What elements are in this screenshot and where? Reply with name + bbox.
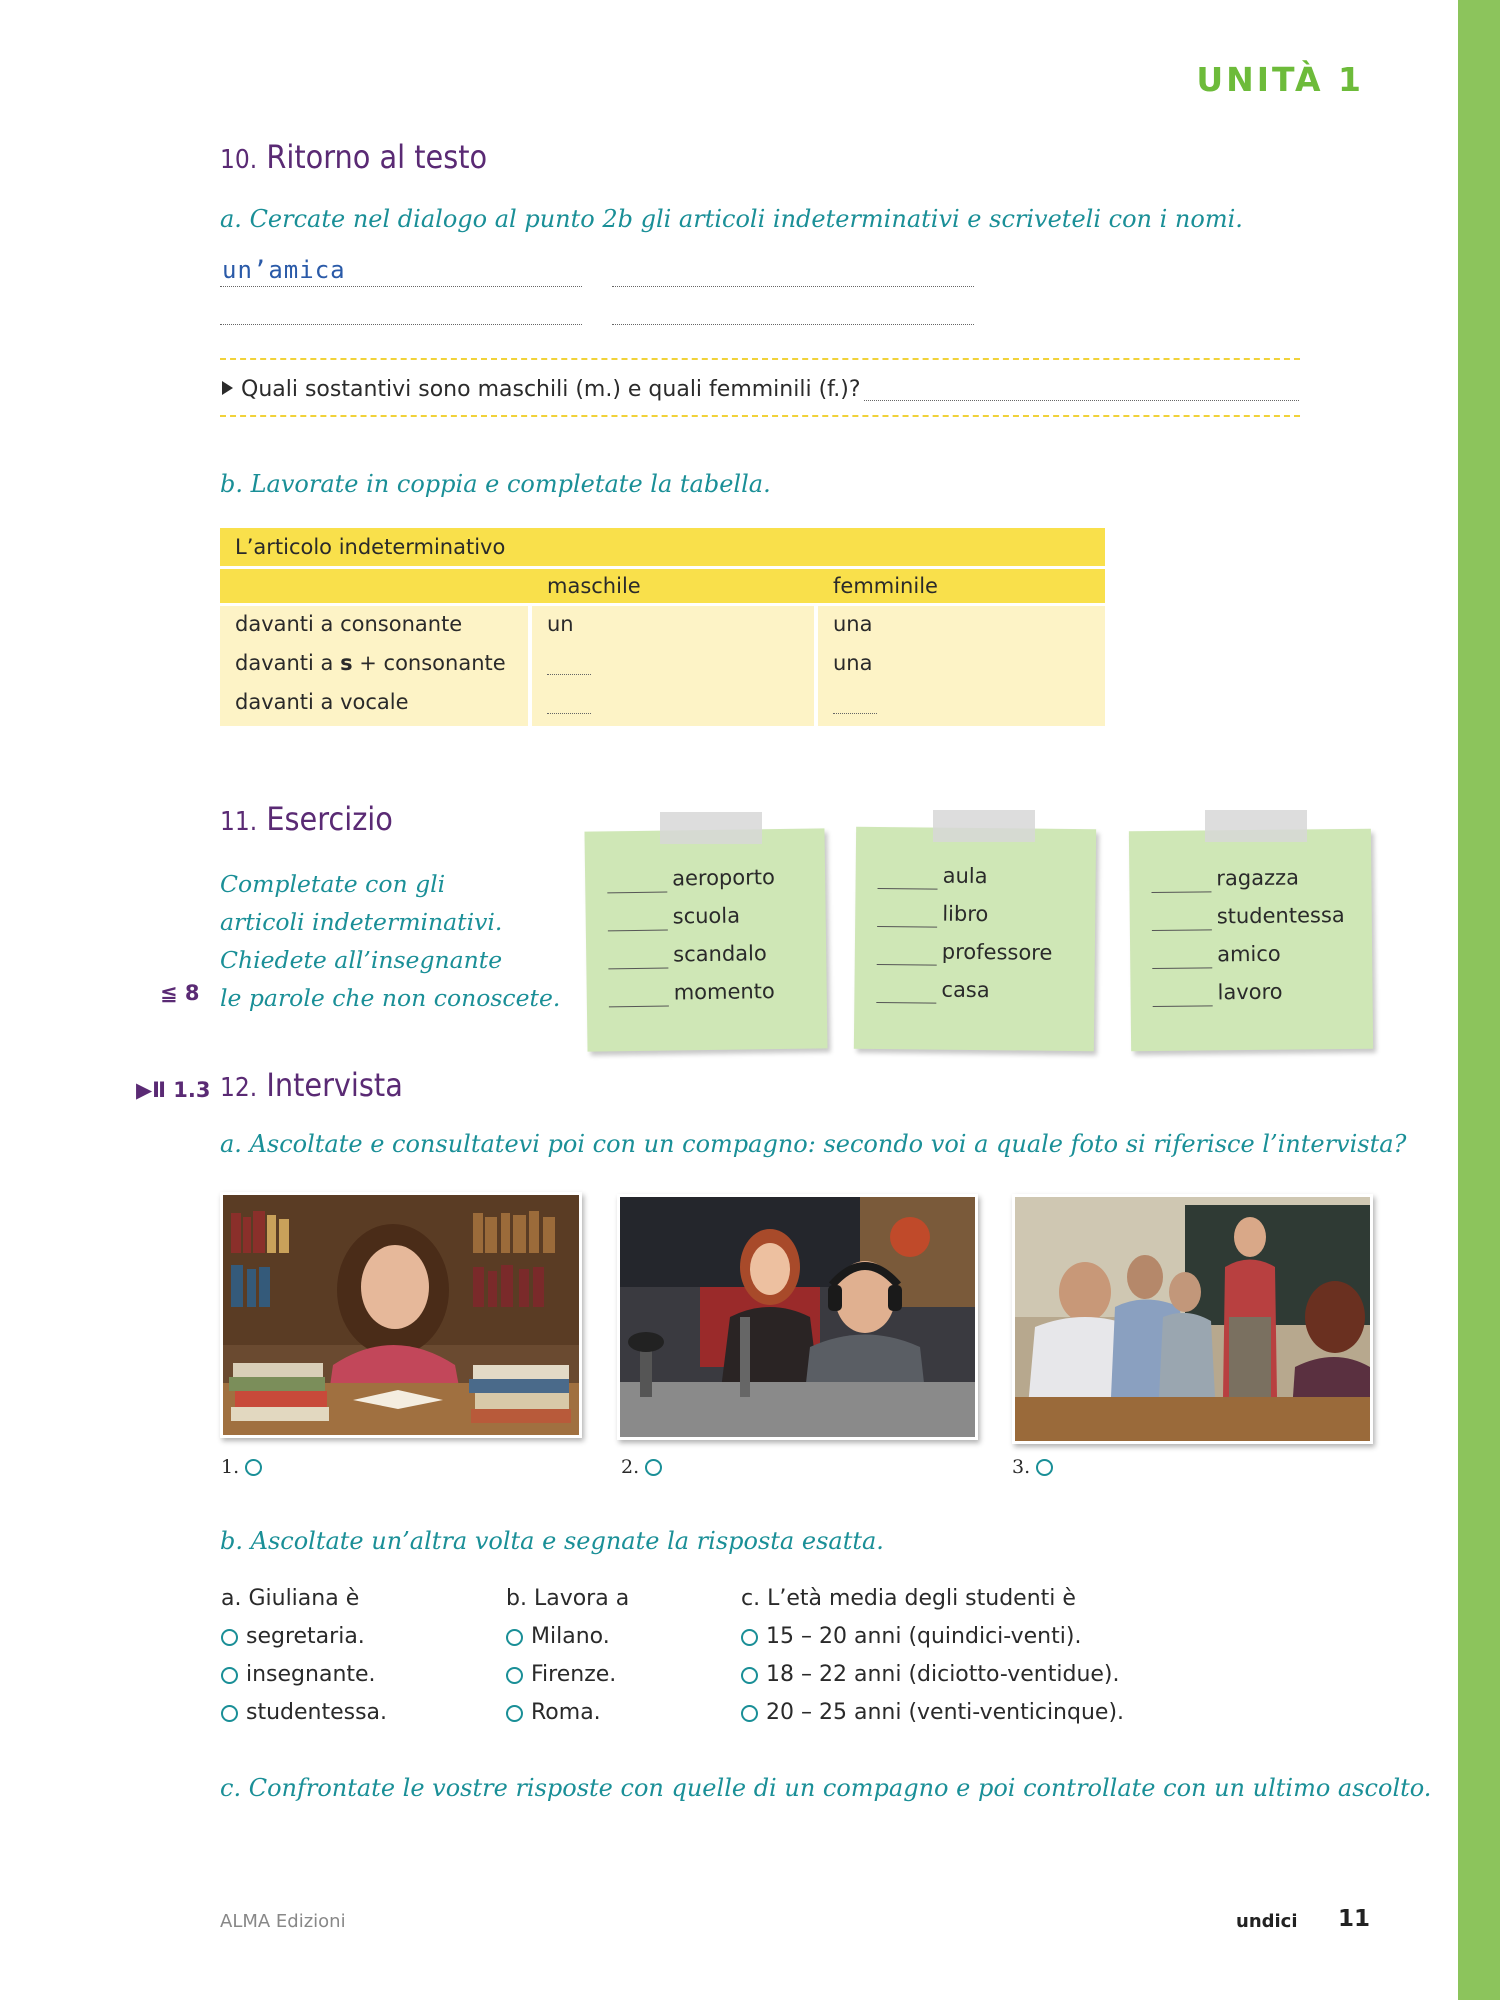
option-radio[interactable] — [221, 1629, 238, 1646]
answer-line[interactable] — [612, 324, 974, 325]
section-12b-instruction: b. Ascoltate un’altra volta e segnate la risposta esatta. — [220, 1527, 884, 1555]
option-radio[interactable] — [506, 1629, 523, 1646]
photo-1-label: 1. — [221, 1456, 262, 1478]
page-edge-strip — [1458, 0, 1500, 2000]
option[interactable]: studentessa. — [221, 1700, 387, 1725]
section-11-instruction: Completate con gli articoli indeterminativi. Chiedete all’insegnante le parole che non conoscete. — [220, 870, 561, 1012]
exercise-icon: ≦ — [160, 981, 178, 1005]
photo-classroom — [1012, 1194, 1373, 1444]
option-radio[interactable] — [741, 1667, 758, 1684]
question-b: b. Lavora a — [506, 1586, 630, 1611]
question-a: a. Giuliana è — [221, 1586, 360, 1611]
audio-track-ref[interactable]: ▶Ⅱ 1.3 — [136, 1078, 211, 1102]
page-word: undici — [1236, 1911, 1298, 1932]
table-title: L’articolo indeterminativo — [220, 528, 1105, 566]
tape-strip — [933, 810, 1035, 842]
exercise-book-ref: ≦ 8 — [160, 981, 200, 1005]
option-radio[interactable] — [221, 1667, 238, 1684]
triangle-bullet-icon — [222, 381, 233, 395]
section-12-title — [220, 1066, 403, 1104]
option-radio[interactable] — [741, 1705, 758, 1722]
audio-play-icon: ▶Ⅱ — [136, 1078, 166, 1102]
option[interactable]: insegnante. — [221, 1662, 376, 1687]
photo-1-radio[interactable] — [245, 1459, 262, 1476]
section-10-title — [220, 138, 487, 176]
section-12-number: 12. — [220, 1073, 258, 1103]
example-answer: un’amica — [222, 256, 346, 284]
tape-strip — [660, 812, 762, 844]
page-number: 11 — [1338, 1906, 1371, 1932]
divider-dashed — [220, 358, 1300, 360]
photo-radio-studio — [617, 1194, 978, 1440]
answer-line[interactable] — [220, 324, 582, 325]
table-header-row — [220, 569, 1105, 603]
section-11-number: 11. — [220, 807, 258, 837]
question-c: c. L’età media degli studenti è — [741, 1586, 1076, 1611]
option[interactable]: 18 – 22 anni (diciotto-ventidue). — [741, 1662, 1120, 1687]
photo-3-label: 3. — [1012, 1456, 1053, 1478]
row-label: davanti a s + consonante — [235, 651, 506, 675]
section-12-heading: Intervista — [266, 1066, 403, 1104]
photo-library-student — [220, 1192, 582, 1438]
section-10-heading: Ritorno al testo — [266, 138, 488, 176]
section-10a-instruction: a. Cercate nel dialogo al punto 2b gli articoli indeterminativi e scriveteli con i nomi. — [220, 205, 1243, 233]
unit-label: UNITÀ 1 — [1196, 60, 1364, 99]
section-11-heading: Esercizio — [266, 800, 393, 838]
option-radio[interactable] — [221, 1705, 238, 1722]
cell-maschile: un — [547, 612, 574, 636]
option[interactable]: 20 – 25 anni (venti-venticinque). — [741, 1700, 1124, 1725]
tape-strip — [1205, 810, 1307, 842]
option-radio[interactable] — [741, 1629, 758, 1646]
cell-femminile: una — [833, 651, 873, 675]
section-12c-instruction: c. Confrontate le vostre risposte con quelle di un compagno e poi controllate con un ultimo ascolto. — [220, 1774, 1432, 1802]
row-label: davanti a consonante — [235, 612, 463, 636]
table-body — [220, 606, 1105, 726]
cell-femminile: una — [833, 612, 873, 636]
answer-line[interactable] — [864, 400, 1299, 401]
section-10b-instruction: b. Lavorate in coppia e completate la tabella. — [220, 470, 771, 498]
section-10-number: 10. — [220, 145, 258, 175]
photo-2-radio[interactable] — [645, 1459, 662, 1476]
answer-line[interactable] — [220, 286, 582, 287]
option[interactable]: Roma. — [506, 1700, 601, 1725]
gender-question: Quali sostantivi sono maschili (m.) e quali femminili (f.)? — [222, 377, 861, 402]
option[interactable]: Firenze. — [506, 1662, 616, 1687]
blank-femminile[interactable] — [833, 713, 877, 714]
option[interactable]: segretaria. — [221, 1624, 365, 1649]
divider-dashed — [220, 415, 1300, 417]
photo-2-label: 2. — [621, 1456, 662, 1478]
blank-maschile[interactable] — [547, 713, 591, 714]
section-12a-instruction: a. Ascoltate e consultatevi poi con un compagno: secondo voi a quale foto si riferisce l’intervista? — [220, 1130, 1407, 1158]
answer-line[interactable] — [612, 286, 974, 287]
option[interactable]: 15 – 20 anni (quindici-venti). — [741, 1624, 1081, 1649]
sticky-note: ragazza studentessa amico lavoro — [1129, 829, 1373, 1052]
blank-maschile[interactable] — [547, 674, 591, 675]
photo-3-radio[interactable] — [1036, 1459, 1053, 1476]
column-header-maschile: maschile — [547, 574, 641, 598]
column-header-femminile: femminile — [833, 574, 938, 598]
option-radio[interactable] — [506, 1705, 523, 1722]
row-label: davanti a vocale — [235, 690, 409, 714]
sticky-note: aeroporto scuola scandalo momento — [584, 828, 827, 1051]
option-radio[interactable] — [506, 1667, 523, 1684]
section-11-title — [220, 800, 393, 838]
option[interactable]: Milano. — [506, 1624, 610, 1649]
sticky-note: aula libro professore casa — [854, 827, 1096, 1052]
article-table — [220, 528, 1105, 726]
publisher-name: ALMA Edizioni — [220, 1911, 346, 1932]
